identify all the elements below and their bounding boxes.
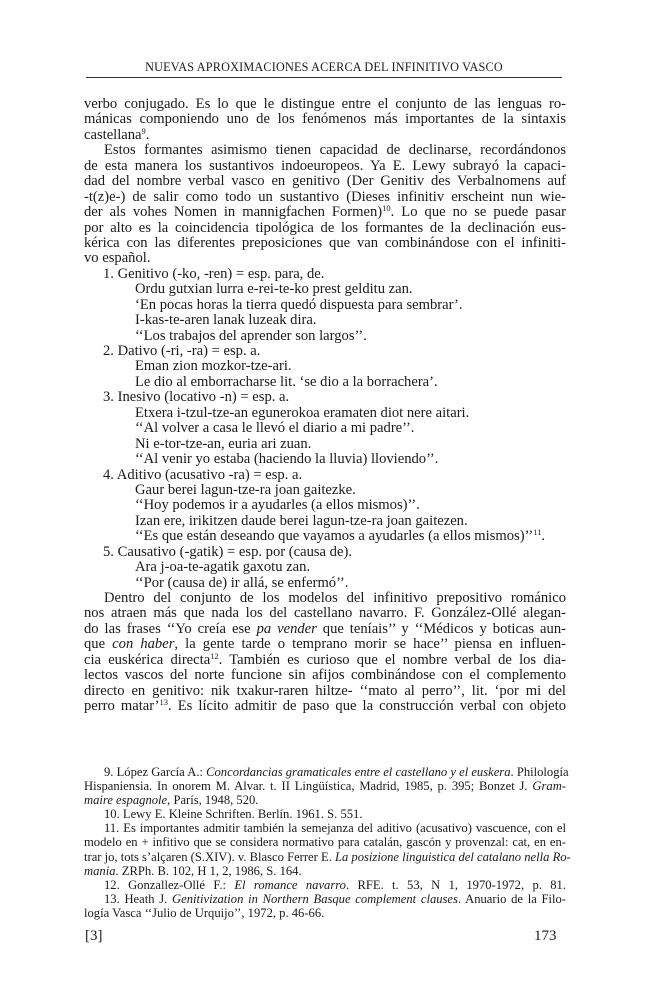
text-line: vo español. bbox=[84, 250, 151, 267]
text-line: de esta manera los sustantivos indoeuropeos. Ya E. Lewy subrayó la capaci- bbox=[84, 157, 566, 174]
text-line: Dentro del conjunto de los modelos del infinitivo prepositivo románico bbox=[104, 590, 566, 606]
footnote-ref[interactable]: 9 bbox=[141, 125, 146, 136]
text-line: lectos vascos del norte funcione sin afijos combinándose con el complemento bbox=[84, 667, 566, 684]
main-text bbox=[84, 97, 566, 715]
footnote-12: 12. Gonzallez-Ollé F.: El romance navarro. RFE. t. 53, N 1, 1970-1972, p. 81. bbox=[104, 877, 566, 892]
case-heading: 3. Inesivo (locativo -n) = esp. a. bbox=[103, 389, 290, 406]
header-rule bbox=[86, 77, 562, 78]
footnote-line: trar jo, tots s’alçaren (S.XIV). v. Blasco Ferrer E. La posizione linguistica del catalano nella Ro- bbox=[84, 849, 571, 864]
italic-phrase: pa vender bbox=[256, 620, 317, 637]
footnote-10: 10. Lewy E. Kleine Schriften. Berlín. 1961. S. 551. bbox=[104, 807, 363, 822]
footnote-line: mania. ZRPh. B. 102, H 1, 2, 1986, S. 164. bbox=[84, 863, 302, 878]
section-number: [3] bbox=[85, 928, 103, 944]
example-line: ‘‘Por (causa de) ir allá, se enfermó’’. bbox=[135, 574, 349, 591]
text-line: verbo conjugado. Es lo que le distingue entre el conjunto de las lenguas ro- bbox=[84, 96, 566, 112]
footnote-13: 13. Heath J. Genitivization in Northern Basque complement clauses. Anuario de la Filo- bbox=[104, 891, 566, 906]
footnote-11: 11. Es importantes admitir también la semejanza del aditivo (acusativo) vascuence, con el bbox=[104, 821, 566, 836]
text-line: perro matar’$^{13}$. Es lícito admitir de paso que la construcción verbal con objeto bbox=[84, 697, 566, 715]
running-head: NUEVAS APROXIMACIONES ACERCA DEL INFINITIVO VASCO bbox=[145, 60, 503, 74]
text-line: directo en genitivo: nik txakur-raren hiltze- ‘‘mato al perro’’, lit. ‘por mi del bbox=[84, 682, 566, 699]
footnote-ref[interactable]: 13 bbox=[159, 697, 168, 708]
footnote-line: modelo en + infitivo que se considera normativo para catalán, gascón y provenzal: cat, en en- bbox=[84, 835, 566, 850]
text-line: cia euskérica directa$^{12}$. También es curioso que el nombre verbal de los dia- bbox=[84, 650, 566, 668]
case-heading: 4. Aditivo (acusativo -ra) = esp. a. bbox=[103, 466, 303, 483]
text-line: que con haber, la gente tarde o temprano morir se hace’’ piensa en influen- bbox=[84, 636, 566, 653]
text-line: do las frases ‘‘Yo creía ese pa vender que teníais’’ y ‘‘Médicos y boticas aun- bbox=[84, 620, 566, 637]
text-line: -t(z)e-) de salir como todo un sustantivo (Dieses infinitiv erscheint nun wie- bbox=[84, 188, 566, 205]
text-line: nos atraen más que nada los del castellano navarro. F. González-Ollé alegan- bbox=[84, 605, 566, 622]
footnote-ref[interactable]: 12 bbox=[210, 650, 219, 661]
italic-phrase: con haber bbox=[112, 636, 175, 653]
example-line: Ni e-tor-tze-an, euria ari zuan. bbox=[135, 435, 312, 452]
footnote-line: Hispaniensia. In onorem M. Alvar. t. II Lingüística, Madrid, 1985, p. 395; Bonzet J. Gram- bbox=[84, 779, 566, 794]
footnotes bbox=[84, 765, 571, 920]
page-number: 173 bbox=[534, 928, 557, 944]
example-line: ‘‘Al volver a casa le llevó el diario a mi padre’’. bbox=[135, 420, 415, 437]
text-line: mánicas componiendo uno de los fenómenos más importantes de la sintaxis bbox=[84, 111, 566, 128]
footnote-line: logía Vasca ‘‘Julio de Urquijo’’, 1972, p. 46-66. bbox=[84, 905, 325, 920]
text-line: kérica con las diferentes preposiciones que van combinándose con el infiniti- bbox=[84, 234, 566, 251]
example-line: ‘En pocas horas la tierra quedó dispuesta para sembrar’. bbox=[135, 296, 463, 313]
example-line: Etxera i-tzul-tze-an egunerokoa eramaten diot nere aitari. bbox=[135, 404, 470, 421]
case-heading: 2. Dativo (-ri, -ra) = esp. a. bbox=[103, 343, 261, 359]
text-line: Estos formantes asimismo tienen capacidad de declinarse, recordándonos bbox=[104, 142, 566, 159]
example-line: ‘‘Los trabajos del aprender son largos’’. bbox=[135, 327, 367, 344]
text-line: der als vohes Nomen in mannigfachen Formen)$^{10}$. Lo que no se puede pasar bbox=[84, 203, 566, 221]
footnote-line: maire espagnole, París, 1948, 520. bbox=[84, 793, 259, 808]
example-line: Gaur berei lagun-tze-ra joan gaitezke. bbox=[135, 481, 356, 498]
example-line: ‘‘Hoy podemos ir a ayudarles (a ellos mismos)’’. bbox=[135, 497, 420, 514]
example-line: Ara j-oa-te-agatik gaxotu zan. bbox=[135, 559, 311, 576]
text-line: castellana$^9$. bbox=[84, 125, 150, 143]
text-line: por alto es la coincidencia tipológica de los formantes de la declinación eus- bbox=[84, 219, 566, 236]
example-line: Eman zion mozkor-tze-ari. bbox=[135, 358, 292, 375]
example-line: ‘‘Es que están deseando que vayamos a ayudarles (a ellos mismos)’’$^{11}$. bbox=[135, 527, 546, 545]
example-line: Le dio al emborracharse lit. ‘se dio a la borrachera’. bbox=[135, 373, 438, 390]
footnote-ref[interactable]: 10 bbox=[382, 203, 391, 214]
example-line: Izan ere, irikitzen daude berei lagun-tze-ra joan gaitezen. bbox=[135, 512, 468, 529]
footnote-9: 9. López García A.: Concordancias gramaticales entre el castellano y el euskera. Philología bbox=[104, 765, 569, 779]
case-heading: 5. Causativo (-gatik) = esp. por (causa de). bbox=[103, 543, 352, 560]
example-line: I-kas-te-aren lanak luzeak dira. bbox=[135, 312, 317, 329]
example-line: Ordu gutxian lurra e-rei-te-ko prest gelditu zan. bbox=[135, 281, 413, 298]
example-line: ‘‘Al venir yo estaba (haciendo la lluvia) lloviendo’’. bbox=[135, 451, 439, 468]
case-heading: 1. Genitivo (-ko, -ren) = esp. para, de. bbox=[103, 265, 325, 282]
footnote-ref[interactable]: 11 bbox=[533, 527, 542, 538]
text-line: dad del nombre verbal vasco en genitivo (Der Genitiv des Verbalnomens auf bbox=[84, 173, 566, 190]
